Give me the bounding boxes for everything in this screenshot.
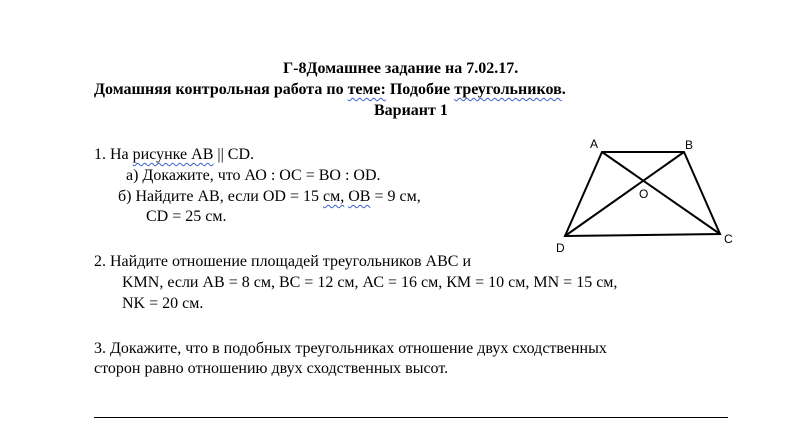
task2-line3: NK = 20 см. xyxy=(122,295,204,312)
label-b: B xyxy=(685,138,694,152)
page-subtitle: Домашняя контрольная работа по теме: Подобие треугольников. xyxy=(94,81,566,98)
variant-heading: Вариант 1 xyxy=(374,102,448,119)
label-d: D xyxy=(556,241,565,254)
task3-line2: сторон равно отношению двух сходственных высот. xyxy=(94,360,449,377)
label-o: O xyxy=(639,187,649,201)
task2-line2: KMN, если АВ = 8 см, ВС = 12 см, АС = 16 см, КМ = 10 см, MN = 15 см, xyxy=(122,274,618,291)
task1-part-a: а) Докажите, что АО : ОС = ВО : OD. xyxy=(126,167,381,184)
task1-intro: 1. На рисунке АВ || CD. xyxy=(94,146,255,163)
bottom-rule xyxy=(94,417,728,418)
page-title: Г-8Домашнее задание на 7.02.17. xyxy=(283,60,519,77)
task1-part-b-cont: CD = 25 см. xyxy=(146,208,227,225)
task3-line1: 3. Докажите, что в подобных треугольниках отношение двух сходственных xyxy=(94,340,607,357)
trapezoid-figure xyxy=(548,132,748,254)
task1-part-b: б) Найдите АВ, если OD = 15 см, ОВ = 9 см, xyxy=(118,188,421,205)
label-a: A xyxy=(590,137,599,151)
task2-line1: 2. Найдите отношение площадей треугольников АВС и xyxy=(94,253,472,270)
label-c: C xyxy=(724,232,733,246)
